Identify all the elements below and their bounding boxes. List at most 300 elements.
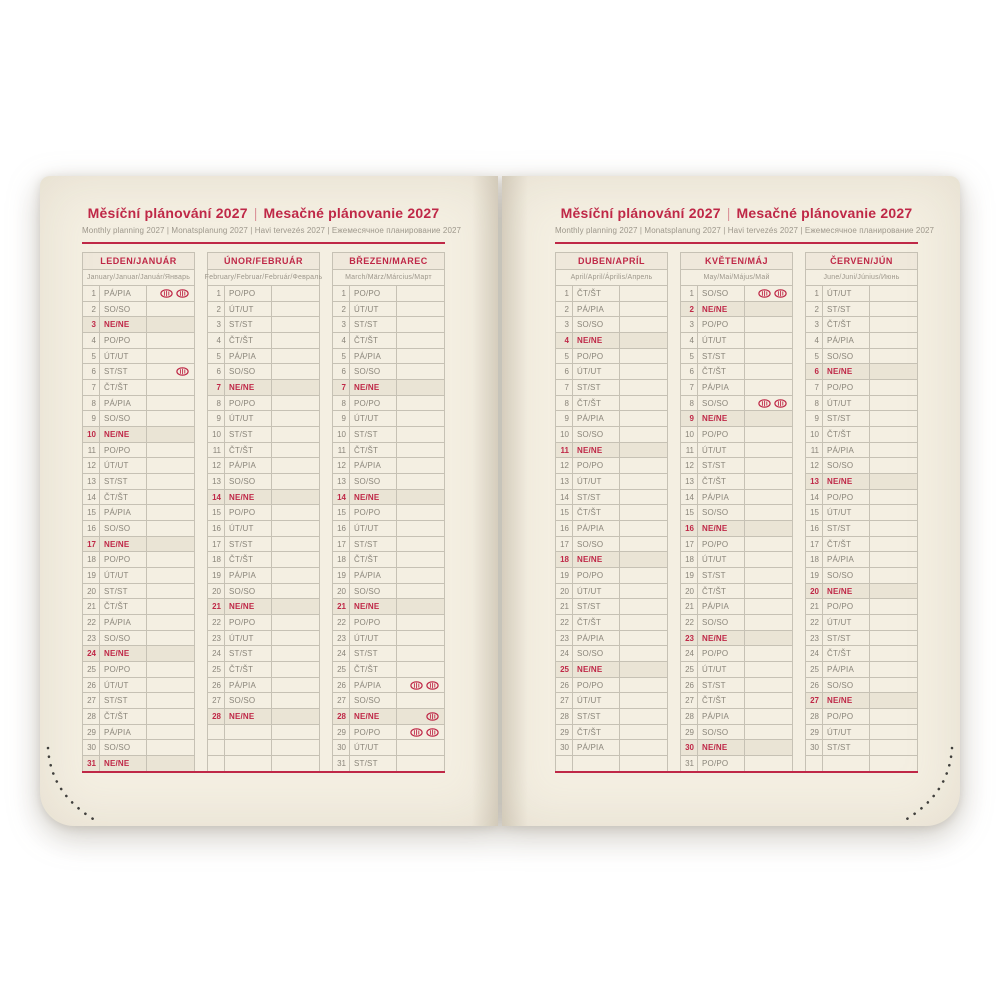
calendar-day-row [681, 568, 792, 584]
day-number: 19 [556, 568, 573, 583]
day-number: 9 [681, 411, 698, 426]
calendar-day-row [208, 599, 319, 615]
day-number: 29 [681, 725, 698, 740]
notes-cell [147, 615, 194, 630]
day-number: 2 [83, 302, 100, 317]
weekday-label: ÚT/UT [100, 678, 147, 693]
notes-cell [620, 286, 667, 301]
day-number: 2 [681, 302, 698, 317]
calendar-day-row [556, 693, 667, 709]
notes-cell [870, 662, 917, 677]
weekday-label: ÚT/UT [823, 396, 870, 411]
weekday-label: PÁ/PIA [823, 662, 870, 677]
day-number: 24 [333, 646, 350, 661]
notes-cell [870, 693, 917, 708]
day-number: 9 [83, 411, 100, 426]
day-number: 29 [83, 725, 100, 740]
weekday-label: PO/PO [225, 396, 272, 411]
weekday-label: ČT/ŠT [698, 584, 745, 599]
calendar-day-row [83, 537, 194, 553]
day-number: 8 [83, 396, 100, 411]
calendar-day-row [681, 349, 792, 365]
month-name-label: ÚNOR/FEBRUÁR [208, 253, 319, 270]
calendar-day-row [208, 302, 319, 318]
weekday-label: PO/PO [573, 678, 620, 693]
calendar-day-row [333, 458, 444, 474]
weekday-label [225, 740, 272, 755]
calendar-day-row [681, 317, 792, 333]
day-number: 24 [83, 646, 100, 661]
notes-cell [870, 756, 917, 771]
day-number: 4 [681, 333, 698, 348]
notes-cell [745, 490, 792, 505]
notes-cell [397, 317, 444, 332]
day-number: 14 [681, 490, 698, 505]
calendar-day-row [806, 349, 917, 365]
calendar-day-row [208, 317, 319, 333]
notes-cell [620, 380, 667, 395]
weekday-label: PÁ/PIA [225, 349, 272, 364]
day-number: 18 [208, 552, 225, 567]
day-number: 1 [681, 286, 698, 301]
month-rows [333, 286, 444, 771]
calendar-day-row [208, 286, 319, 302]
calendar-day-row [681, 537, 792, 553]
calendar-day-row [208, 568, 319, 584]
weekday-label: NE/NE [823, 584, 870, 599]
day-number: 17 [208, 537, 225, 552]
notes-cell [745, 521, 792, 536]
month-rows [681, 286, 792, 771]
weekday-label: NE/NE [100, 537, 147, 552]
calendar-day-row [333, 552, 444, 568]
notes-cell [397, 474, 444, 489]
day-number: 28 [806, 709, 823, 724]
day-number: 20 [806, 584, 823, 599]
notes-cell [272, 537, 319, 552]
month-languages-label: March/März/Március/Март [333, 270, 444, 286]
day-number: 10 [208, 427, 225, 442]
notes-cell [870, 490, 917, 505]
calendar-day-row [806, 458, 917, 474]
weekday-label: PÁ/PIA [225, 568, 272, 583]
day-number: 25 [681, 662, 698, 677]
day-number: 24 [556, 646, 573, 661]
weekday-label: PO/PO [350, 505, 397, 520]
notes-cell [147, 646, 194, 661]
notes-cell [272, 709, 319, 724]
calendar-day-row [681, 364, 792, 380]
day-number: 2 [208, 302, 225, 317]
notes-cell [397, 427, 444, 442]
notes-cell [870, 568, 917, 583]
day-number: 12 [83, 458, 100, 473]
calendar-day-row [556, 411, 667, 427]
weekday-label: ÚT/UT [573, 364, 620, 379]
notes-cell [870, 411, 917, 426]
notes-cell [870, 317, 917, 332]
day-number: 24 [806, 646, 823, 661]
day-number: 4 [556, 333, 573, 348]
weekday-label [225, 756, 272, 771]
calendar-day-row [556, 568, 667, 584]
calendar-day-row [681, 333, 792, 349]
notes-cell [272, 725, 319, 740]
calendar-day-row [681, 521, 792, 537]
weekday-label [573, 756, 620, 771]
weekday-label: ČT/ŠT [225, 443, 272, 458]
page-title-cz: Měsíční plánování 2027 [87, 205, 248, 221]
day-number: 13 [208, 474, 225, 489]
day-number: 10 [681, 427, 698, 442]
calendar-day-row [806, 631, 917, 647]
weekday-label: PO/PO [350, 725, 397, 740]
weekday-label: ÚT/UT [573, 584, 620, 599]
calendar-day-row [208, 615, 319, 631]
notes-cell [147, 427, 194, 442]
notes-cell [620, 443, 667, 458]
notes-cell [147, 725, 194, 740]
notes-cell [272, 443, 319, 458]
day-number: 29 [333, 725, 350, 740]
holiday-flag-icon [176, 289, 189, 298]
notes-cell [397, 521, 444, 536]
weekday-label: PÁ/PIA [350, 568, 397, 583]
notes-cell [745, 599, 792, 614]
calendar-day-row [333, 631, 444, 647]
day-number: 6 [333, 364, 350, 379]
month-rows [83, 286, 194, 771]
day-number: 25 [208, 662, 225, 677]
notes-cell [147, 568, 194, 583]
calendar-day-row [83, 505, 194, 521]
day-number: 25 [556, 662, 573, 677]
weekday-label: PO/PO [100, 662, 147, 677]
notes-cell [620, 317, 667, 332]
calendar-day-row [83, 317, 194, 333]
calendar-day-row [806, 474, 917, 490]
month-column [204, 252, 323, 771]
weekday-label: NE/NE [823, 364, 870, 379]
calendar-day-row [681, 725, 792, 741]
notes-cell [147, 505, 194, 520]
calendar-day-row [208, 552, 319, 568]
calendar-day-row [333, 646, 444, 662]
day-number: 3 [806, 317, 823, 332]
notes-cell [620, 474, 667, 489]
calendar-day-row [333, 443, 444, 459]
calendar-day-row [333, 349, 444, 365]
day-number: 9 [208, 411, 225, 426]
month-name-label: BŘEZEN/MAREC [333, 253, 444, 270]
day-number: 2 [333, 302, 350, 317]
notes-cell [620, 427, 667, 442]
notes-cell [745, 458, 792, 473]
weekday-label: ÚT/UT [350, 740, 397, 755]
calendar-day-row [806, 646, 917, 662]
month-column [680, 252, 793, 771]
holiday-flag-icon [176, 367, 189, 376]
calendar-day-row [806, 599, 917, 615]
calendar-day-row [83, 756, 194, 771]
weekday-label: ČT/ŠT [350, 662, 397, 677]
weekday-label: NE/NE [350, 599, 397, 614]
weekday-label: PO/PO [698, 646, 745, 661]
notes-cell [272, 349, 319, 364]
right-page [502, 176, 960, 826]
notes-cell [620, 458, 667, 473]
calendar-day-row [83, 631, 194, 647]
weekday-label: SO/SO [100, 411, 147, 426]
notes-cell [745, 584, 792, 599]
notes-cell [147, 364, 194, 379]
left-page [40, 176, 498, 826]
day-number: 28 [208, 709, 225, 724]
day-number: 13 [681, 474, 698, 489]
weekday-label: PÁ/PIA [100, 286, 147, 301]
weekday-label: PÁ/PIA [573, 411, 620, 426]
notes-cell [870, 443, 917, 458]
day-number: 22 [333, 615, 350, 630]
weekday-label: SO/SO [225, 584, 272, 599]
notes-cell [147, 380, 194, 395]
calendar-day-row [806, 537, 917, 553]
calendar-day-row [333, 364, 444, 380]
month-rows [208, 286, 319, 771]
notes-cell [272, 584, 319, 599]
day-number: 18 [556, 552, 573, 567]
weekday-label: ST/ST [350, 646, 397, 661]
day-number: 18 [83, 552, 100, 567]
day-number: 23 [681, 631, 698, 646]
day-number: 14 [83, 490, 100, 505]
day-number: 26 [681, 678, 698, 693]
day-number: 27 [556, 693, 573, 708]
notes-cell [397, 599, 444, 614]
day-number: 15 [333, 505, 350, 520]
notes-cell [870, 380, 917, 395]
day-number: 7 [806, 380, 823, 395]
day-number: 18 [333, 552, 350, 567]
day-number: 17 [806, 537, 823, 552]
weekday-label: SO/SO [225, 474, 272, 489]
notes-cell [272, 458, 319, 473]
day-number: 27 [681, 693, 698, 708]
calendar-day-row [333, 740, 444, 756]
weekday-label: SO/SO [698, 725, 745, 740]
notes-cell [745, 631, 792, 646]
weekday-label: NE/NE [573, 443, 620, 458]
day-number: 11 [83, 443, 100, 458]
calendar-day-row [333, 286, 444, 302]
notes-cell [870, 725, 917, 740]
calendar-day-row [681, 552, 792, 568]
weekday-label: SO/SO [100, 521, 147, 536]
notes-cell [272, 521, 319, 536]
calendar-day-row [806, 568, 917, 584]
weekday-label [225, 725, 272, 740]
notes-cell [147, 693, 194, 708]
calendar-empty-row [208, 756, 319, 771]
weekday-label: NE/NE [823, 474, 870, 489]
calendar-day-row [556, 646, 667, 662]
notes-cell [620, 646, 667, 661]
calendar-day-row [681, 615, 792, 631]
notes-cell [870, 615, 917, 630]
notes-cell [147, 584, 194, 599]
day-number: 20 [681, 584, 698, 599]
notes-cell [397, 662, 444, 677]
month-languages-label: January/Januar/Január/Январь [83, 270, 194, 286]
day-number: 7 [208, 380, 225, 395]
calendar-day-row [806, 521, 917, 537]
calendar-day-row [681, 380, 792, 396]
day-number: 21 [806, 599, 823, 614]
calendar-day-row [806, 615, 917, 631]
weekday-label: ČT/ŠT [573, 505, 620, 520]
weekday-label [823, 756, 870, 771]
calendar-day-row [333, 568, 444, 584]
notes-cell [620, 396, 667, 411]
notes-cell [397, 302, 444, 317]
weekday-label: NE/NE [573, 662, 620, 677]
weekday-label: NE/NE [225, 490, 272, 505]
holiday-flag-icon [758, 399, 771, 408]
notes-cell [272, 646, 319, 661]
weekday-label: ST/ST [698, 458, 745, 473]
weekday-label: NE/NE [698, 631, 745, 646]
calendar-day-row [83, 568, 194, 584]
calendar-day-row [208, 349, 319, 365]
calendar-day-row [333, 427, 444, 443]
notes-cell [620, 505, 667, 520]
weekday-label: ČT/ŠT [698, 474, 745, 489]
day-number: 3 [208, 317, 225, 332]
notes-cell [272, 427, 319, 442]
calendar-day-row [208, 709, 319, 725]
calendar-day-row [556, 458, 667, 474]
weekday-label: ST/ST [350, 756, 397, 771]
calendar-day-row [681, 756, 792, 771]
notes-cell [272, 490, 319, 505]
calendar-day-row [806, 380, 917, 396]
notes-cell [272, 662, 319, 677]
day-number: 10 [806, 427, 823, 442]
weekday-label: ČT/ŠT [823, 427, 870, 442]
notes-cell [620, 568, 667, 583]
weekday-label: SO/SO [698, 286, 745, 301]
calendar-day-row [556, 725, 667, 741]
weekday-label: PO/PO [573, 458, 620, 473]
day-number: 15 [806, 505, 823, 520]
notes-cell [272, 411, 319, 426]
weekday-label: SO/SO [225, 693, 272, 708]
calendar-day-row [806, 709, 917, 725]
calendar-day-row [333, 380, 444, 396]
weekday-label: ST/ST [823, 411, 870, 426]
calendar-day-row [208, 364, 319, 380]
day-number: 20 [556, 584, 573, 599]
day-number: 10 [556, 427, 573, 442]
notes-cell [745, 474, 792, 489]
day-number: 18 [681, 552, 698, 567]
calendar-day-row [83, 302, 194, 318]
calendar-day-row [208, 521, 319, 537]
weekday-label: PO/PO [698, 756, 745, 771]
day-number: 13 [806, 474, 823, 489]
calendar-day-row [83, 458, 194, 474]
notes-cell [870, 286, 917, 301]
page-title-sk: Mesačné plánovanie 2027 [736, 205, 913, 221]
calendar-day-row [556, 662, 667, 678]
day-number [208, 725, 225, 740]
weekday-label: SO/SO [350, 693, 397, 708]
weekday-label: PO/PO [823, 380, 870, 395]
day-number: 11 [208, 443, 225, 458]
notes-cell [397, 725, 444, 740]
weekday-label: PÁ/PIA [100, 725, 147, 740]
page-title [555, 204, 918, 222]
month-name-label: KVĚTEN/MÁJ [681, 253, 792, 270]
day-number: 16 [806, 521, 823, 536]
notes-cell [870, 631, 917, 646]
calendar-day-row [681, 490, 792, 506]
weekday-label: ST/ST [823, 302, 870, 317]
calendar-day-row [333, 678, 444, 694]
day-number [208, 756, 225, 771]
calendar-day-row [806, 584, 917, 600]
notes-cell [147, 552, 194, 567]
weekday-label: PO/PO [573, 568, 620, 583]
notes-cell [745, 427, 792, 442]
day-number: 25 [83, 662, 100, 677]
holiday-flag-icon [426, 728, 439, 737]
calendar-day-row [208, 631, 319, 647]
notes-cell [397, 756, 444, 771]
notes-cell [745, 568, 792, 583]
calendar-day-row [208, 396, 319, 412]
month-name-label: ČERVEN/JÚN [806, 253, 917, 270]
notes-cell [870, 505, 917, 520]
notes-cell [745, 662, 792, 677]
weekday-label: ST/ST [573, 380, 620, 395]
calendar-day-row [556, 302, 667, 318]
calendar-empty-row [208, 740, 319, 756]
weekday-label: PO/PO [225, 505, 272, 520]
notes-cell [147, 302, 194, 317]
calendar-day-row [333, 693, 444, 709]
notes-cell [272, 364, 319, 379]
day-number [208, 740, 225, 755]
notes-cell [870, 302, 917, 317]
notes-cell [870, 646, 917, 661]
day-number: 4 [806, 333, 823, 348]
calendar-day-row [681, 411, 792, 427]
day-number: 5 [83, 349, 100, 364]
notes-cell [397, 631, 444, 646]
calendar-day-row [556, 678, 667, 694]
calendar-day-row [556, 380, 667, 396]
notes-cell [745, 317, 792, 332]
weekday-label: ST/ST [350, 427, 397, 442]
notes-cell [745, 286, 792, 301]
day-number: 15 [556, 505, 573, 520]
weekday-label: PÁ/PIA [698, 709, 745, 724]
weekday-label: ČT/ŠT [100, 490, 147, 505]
weekday-label: NE/NE [573, 333, 620, 348]
holiday-flag-icon [774, 399, 787, 408]
day-number: 13 [556, 474, 573, 489]
